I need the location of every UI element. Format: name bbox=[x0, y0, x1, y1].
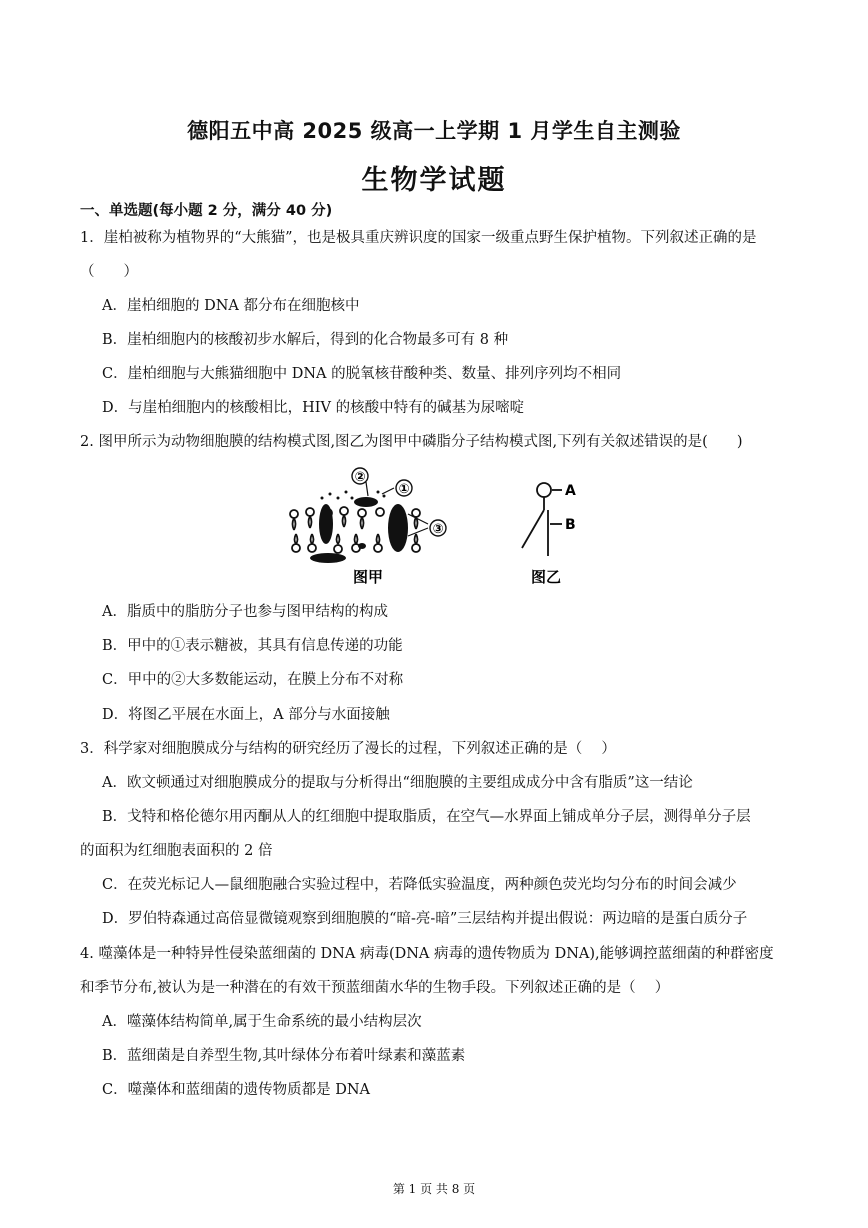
membrane-diagram bbox=[282, 466, 452, 590]
question-1-option-d: D．与崖柏细胞内的核酸相比，HIV 的核酸中特有的碱基为尿嘧啶 bbox=[102, 400, 525, 416]
question-4-stem-cont: 和季节分布,被认为是一种潜在的有效干预蓝细菌水华的生物手段。下列叙述正确的是（ ） bbox=[80, 980, 670, 996]
question-4-option-a: A．噬藻体结构简单,属于生命系统的最小结构层次 bbox=[102, 1014, 422, 1030]
question-1-option-c: C．崖柏细胞与大熊猫细胞中 DNA 的脱氧核苷酸种类、数量、排列序列均不相同 bbox=[102, 366, 622, 382]
exam-title: 德阳五中高 2025 级高一上学期 1 月学生自主测验 bbox=[187, 119, 681, 143]
figure-label-a: 图甲 bbox=[352, 568, 384, 586]
phospholipid-diagram bbox=[516, 476, 606, 590]
phospholipid-shape bbox=[522, 483, 562, 556]
question-3-option-c: C．在荧光标记人—鼠细胞融合实验过程中，若降低实验温度，两种颜色荧光均匀分布的时间会减少 bbox=[102, 877, 737, 893]
part-a-label: A bbox=[565, 483, 576, 499]
question-3-option-b-cont: 的面积为红细胞表面积的 2 倍 bbox=[80, 843, 273, 859]
section-heading: 一、单选题(每小题 2 分，满分 40 分) bbox=[80, 203, 333, 219]
part-b-label: B bbox=[565, 517, 576, 533]
exam-subtitle: 生物学试题 bbox=[361, 165, 507, 196]
membrane-proteins bbox=[310, 497, 408, 563]
question-2-option-c: C．甲中的②大多数能运动，在膜上分布不对称 bbox=[102, 672, 404, 688]
question-2-stem: 2. 图甲所示为动物细胞膜的结构模式图,图乙为图甲中磷脂分子结构模式图,下列有关叙述错误的是( ) bbox=[80, 434, 743, 450]
glycocalyx-dots bbox=[321, 491, 386, 500]
question-1-stem: 1．崖柏被称为植物界的“大熊猫”，也是极具重庆辨识度的国家一级重点野生保护植物。下列叙述正确的是 bbox=[80, 230, 757, 246]
question-4-option-b: B．蓝细菌是自养型生物,其叶绿体分布着叶绿素和藻蓝素 bbox=[102, 1048, 466, 1064]
question-1-option-b: B．崖柏细胞内的核酸初步水解后，得到的化合物最多可有 8 种 bbox=[102, 332, 509, 348]
question-2-option-d: D．将图乙平展在水面上，A 部分与水面接触 bbox=[102, 707, 390, 723]
question-4-option-c: C．噬藻体和蓝细菌的遗传物质都是 DNA bbox=[102, 1082, 370, 1098]
question-1-option-a: A．崖柏细胞的 DNA 都分布在细胞核中 bbox=[102, 298, 360, 314]
question-3-option-b: B．戈特和格伦德尔用丙酮从人的红细胞中提取脂质，在空气—水界面上铺成单分子层，测得单分子层 bbox=[102, 809, 751, 825]
page-number: 第 1 页 共 8 页 bbox=[392, 1182, 476, 1196]
figure-label-b: 图乙 bbox=[530, 568, 562, 586]
question-2-option-a: A．脂质中的脂肪分子也参与图甲结构的构成 bbox=[102, 604, 388, 620]
question-3-stem: 3．科学家对细胞膜成分与结构的研究经历了漫长的过程，下列叙述正确的是（ ） bbox=[80, 741, 616, 757]
marker-3: ③ bbox=[432, 522, 444, 537]
question-3-option-d: D．罗伯特森通过高倍显微镜观察到细胞膜的“暗-亮-暗”三层结构并提出假说：两边暗的是蛋白质分子 bbox=[102, 911, 748, 927]
marker-1: ① bbox=[398, 482, 410, 497]
question-1-bracket: （ ） bbox=[80, 264, 138, 280]
question-3-option-a: A．欧文顿通过对细胞膜成分的提取与分析得出“细胞膜的主要组成成分中含有脂质”这一结论 bbox=[102, 775, 693, 791]
question-2-option-b: B．甲中的①表示糖被，其具有信息传递的功能 bbox=[102, 638, 403, 654]
question-4-stem: 4. 噬藻体是一种特异性侵染蓝细菌的 DNA 病毒(DNA 病毒的遗传物质为 DNA),能够调控蓝细菌的种群密度 bbox=[80, 946, 774, 962]
marker-2: ② bbox=[354, 470, 366, 485]
